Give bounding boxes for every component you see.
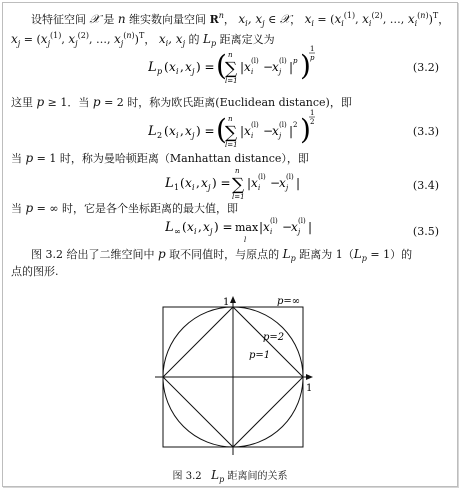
svg-text:,: , [198,220,202,234]
svg-text:j: j [208,183,211,192]
svg-text:i: i [176,131,179,140]
svg-text:x: x [187,220,194,234]
svg-text:l=1: l=1 [225,141,238,149]
svg-text:j: j [279,132,282,140]
svg-text:i: i [192,183,195,192]
svg-text:(: ( [182,220,187,234]
svg-text:) =: ) = [196,124,215,138]
svg-text:(: ( [180,176,185,190]
svg-text:∞: ∞ [174,227,181,236]
text-p-ge-1: 这里 p ≥ 1．当 p = 2 时，称为欧氏距离(Euclidean distance)，即 [11,95,352,109]
svg-text:j: j [286,184,289,192]
svg-text:p: p [293,57,298,65]
svg-text:|: | [247,176,252,190]
svg-text:j: j [210,227,213,236]
intro-line-1: 设特征空间 𝒳 是 n 维实数向量空间 $R^n$， $x_i$, $x_j$ ∈ 𝒳， $x_i = (x_i^{(1)}$, $x_i^{(2)}$, …, $x_i^{(n)})^T$， [31,11,450,28]
svg-text:p: p [157,67,163,76]
svg-text:L: L [165,176,174,191]
svg-text:|: | [240,124,245,138]
svg-text:∑: ∑ [232,175,245,195]
svg-text:∑: ∑ [225,123,238,143]
svg-text:max: max [235,221,259,234]
axis-tick-x: 1 [306,383,313,394]
svg-text:l=1: l=1 [225,77,238,85]
svg-text:n: n [235,167,240,175]
figure-3-2 [153,293,323,463]
svg-text:|: | [308,220,313,234]
svg-text:2: 2 [157,131,163,140]
svg-text:(: ( [216,49,227,82]
svg-text:1: 1 [310,45,315,53]
svg-text:|: | [289,124,294,138]
figure-paragraph-line-2: 点的图形. [11,265,59,278]
svg-text:−: − [282,220,293,234]
svg-text:i: i [270,228,273,236]
svg-text:2: 2 [310,118,315,126]
textbook-page [2,2,458,487]
svg-text:i: i [194,227,197,236]
svg-text:x: x [185,176,192,190]
label-p-1: p=1 [249,350,271,361]
svg-text:): ) [300,49,311,82]
svg-text:x: x [185,124,192,138]
svg-text:−: − [270,176,281,190]
equation-number-3-2: (3.2) [412,61,439,74]
svg-text:p: p [310,54,315,62]
equation-3-4 [165,163,325,203]
svg-text:j: j [298,228,301,236]
svg-text:): ) [300,113,311,146]
svg-text:i: i [258,184,261,192]
svg-text:(l): (l) [286,173,294,181]
svg-text:x: x [272,60,279,74]
x-axis-arrow [306,374,313,380]
text-p-eq-1: 当 p = 1 时，称为曼哈顿距离（Manhattan distance），即 [11,151,309,165]
svg-text:j: j [192,67,195,76]
svg-text:1: 1 [310,109,315,117]
svg-text:j: j [279,68,282,76]
svg-text:x: x [291,220,298,234]
svg-text:,: , [180,124,184,138]
svg-text:(: ( [164,60,169,74]
figure-caption: 图 3.2 $L_p$ 距离间的关系 [172,468,288,484]
label-p-2: p=2 [263,332,285,343]
intro-line-2: $x_j = (x_j^{(1)}$, $x_j^{(2)}$, …, $x_j^{(n)})^T$， $x_i$, $x_j$ 的 $L_p$ 距离定义为 [11,31,275,48]
svg-text:−: − [263,124,274,138]
figure-paragraph-line-1: 图 3.2 给出了二维空间中 p 取不同值时，与原点的 $L_p$ 距离为 $1(L_p = 1)$的 [31,247,413,263]
svg-text:L: L [165,220,174,235]
svg-text:l: l [244,236,247,244]
svg-text:(l): (l) [251,57,259,65]
y-axis-arrow [230,296,236,303]
svg-text:x: x [203,220,210,234]
equation-3-3 [148,107,328,151]
svg-text:l=1: l=1 [232,193,245,201]
svg-text:x: x [169,60,176,74]
svg-text:|: | [296,176,301,190]
svg-text:|: | [240,60,245,74]
svg-text:n: n [228,51,233,59]
svg-text:|: | [259,220,264,234]
svg-text:2: 2 [293,121,298,129]
svg-text:) =: ) = [196,60,215,74]
equation-number-3-5: (3.5) [412,225,439,238]
svg-text:(l): (l) [251,121,259,129]
svg-text:L: L [148,124,157,139]
svg-text:,: , [196,176,200,190]
svg-text:x: x [251,176,258,190]
svg-text:x: x [201,176,208,190]
svg-text:x: x [279,176,286,190]
svg-text:) =: ) = [212,176,231,190]
svg-text:∑: ∑ [225,59,238,79]
svg-text:(l): (l) [279,121,287,129]
axis-tick-y: 1 [223,297,230,308]
svg-text:(l): (l) [258,173,266,181]
svg-text:x: x [272,124,279,138]
svg-text:x: x [263,220,270,234]
svg-text:x: x [244,124,251,138]
label-p-infinity: p=∞ [277,296,301,307]
svg-text:(: ( [216,113,227,146]
svg-text:n: n [228,115,233,123]
svg-text:1: 1 [174,183,180,192]
svg-text:,: , [180,60,184,74]
svg-text:(: ( [164,124,169,138]
svg-text:j: j [192,131,195,140]
svg-text:i: i [251,68,254,76]
svg-text:x: x [185,60,192,74]
equation-3-5 [165,213,325,247]
equation-number-3-3: (3.3) [412,125,439,138]
equation-number-3-4: (3.4) [412,179,439,192]
svg-text:x: x [244,60,251,74]
svg-text:−: − [263,60,274,74]
svg-text:(l): (l) [279,57,287,65]
svg-text:L: L [148,60,157,75]
svg-text:i: i [251,132,254,140]
svg-text:(l): (l) [298,217,306,225]
svg-text:i: i [176,67,179,76]
text-p-inf: 当 p = ∞ 时，它是各个坐标距离的最大值，即 [11,201,239,215]
svg-text:|: | [289,60,294,74]
svg-text:(l): (l) [270,217,278,225]
svg-text:) =: ) = [214,220,233,234]
equation-3-2 [148,43,328,87]
svg-text:x: x [169,124,176,138]
